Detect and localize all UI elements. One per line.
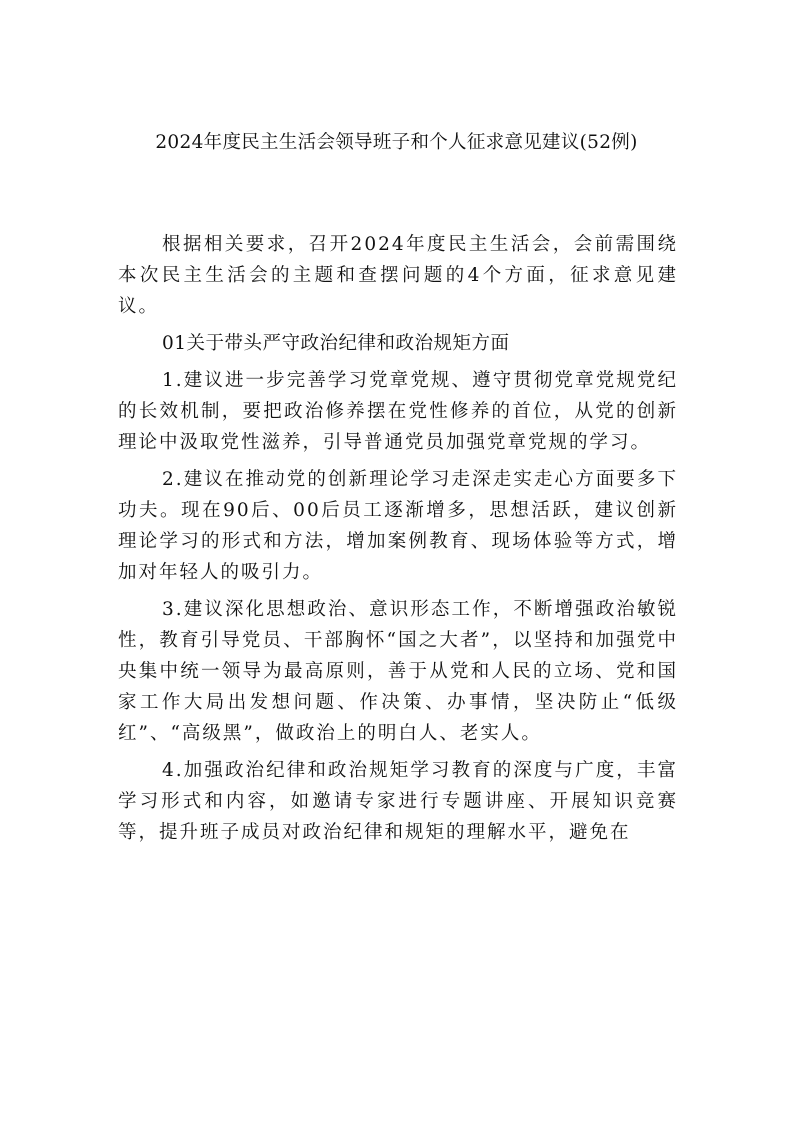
suggestion-item-2: 2.建议在推动党的创新理论学习走深走实走心方面要多下功夫。现在90后、00后员工逐渐增多，思想活跃，建议创新理论学习的形式和方法，增加案例教育、现场体验等方式，增加对年轻人的吸引力。 — [118, 469, 678, 583]
section-heading: 01关于带头严守政治纪律和政治规矩方面 — [162, 333, 510, 354]
document-title: 2024年度民主生活会领导班子和个人征求意见建议(52例) — [155, 132, 638, 153]
suggestion-item-4: 4.加强政治纪律和政治规矩学习教育的深度与广度，丰富学习形式和内容，如邀请专家进行专题讲座、开展知识竞赛等，提升班子成员对政治纪律和规矩的理解水平，避免在 — [118, 760, 678, 843]
document-body — [118, 229, 678, 854]
suggestion-item-1: 1.建议进一步完善学习党章党规、遵守贯彻党章党规党纪的长效机制，要把政治修养摆在党性修养的首位，从党的创新理论中汲取党性滋养，引导普通党员加强党章党规的学习。 — [118, 370, 678, 453]
suggestion-item-3: 3.建议深化思想政治、意识形态工作，不断增强政治敏锐性，教育引导党员、干部胸怀“国之大者”，以坚持和加强党中央集中统一领导为最高原则，善于从党和人民的立场、党和国家工作大局出发想问题、作决策、办事情，坚决防止“低级红”、“高级黑”，做政治上的明白人、老实人。 — [118, 599, 678, 744]
intro-paragraph: 根据相关要求，召开2024年度民主生活会，会前需围绕本次民主生活会的主题和查摆问题的4个方面，征求意见建议。 — [118, 234, 678, 317]
